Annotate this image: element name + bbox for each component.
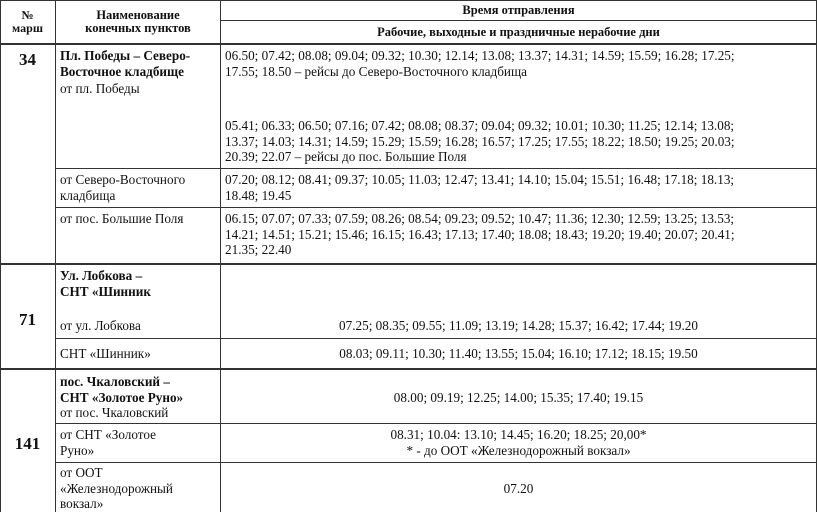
route-title: Пл. Победы – Северо- Восточное кладбище — [60, 48, 191, 79]
h-line-34-a — [55, 168, 817, 169]
departure-times: 06.15; 07.07; 07.33; 07.59; 08.26; 08.54; 09.23; 09.52; 10.47; 11.36; 12.30; 12.59; 13.25; 13.53; 14.21; 14.51; 15.21; 15.46; 16.15; 16.43; 17.13; 17.40; 18.08; 18.43; 19.20; 19.40; 20.07; 20.41; 21.35; 22.40 — [225, 211, 735, 257]
h-line-header-bottom — [0, 43, 817, 45]
header-name: Наименование конечных пунктов — [85, 8, 191, 35]
header-days: Рабочие, выходные и праздничные нерабочие дни — [377, 25, 660, 39]
footnote: * - до ООТ «Железнодорожный вокзал» — [406, 443, 631, 458]
stop-name: СНТ «Шинник» — [60, 346, 151, 361]
departure-times: 06.50; 07.42; 08.08; 09.04; 09.32; 10.30; 12.14; 13.08; 13.37; 14.31; 14.59; 15.59; 16.28; 17.25; 17.55; 18.50 – рейсы до Северо-Восточного кладбища — [225, 48, 735, 79]
departure-times: 08.31; 10.04: 13.10; 14.45; 16.20; 18.25; 20,00* — [390, 427, 647, 442]
h-line-route-71 — [0, 263, 817, 265]
header-number: № марш — [12, 8, 43, 35]
route-number: 34 — [19, 50, 36, 69]
departure-times: 08.03; 09.11; 10.30; 11.40; 13.55; 15.04; 16.10; 17.12; 18.15; 19.50 — [339, 346, 698, 361]
h-line-header-split — [221, 20, 817, 21]
route-number: 71 — [19, 310, 36, 329]
departure-times: 07.25; 08.35; 09.55; 11.09; 13.19; 14.28; 15.37; 16.42; 17.44; 19.20 — [339, 318, 698, 333]
h-line-top — [0, 0, 817, 1]
stop-name: от пос. Чкаловский — [60, 405, 169, 420]
h-line-141-b — [55, 462, 817, 463]
departure-times: 07.20; 08.12; 08.41; 09.37; 10.05; 11.03; 12.47; 13.41; 14.10; 15.04; 15.51; 16.48; 17.18; 18.13; 18.48; 19.45 — [225, 172, 735, 203]
departure-times: 07.20 — [503, 481, 534, 496]
h-line-141-a — [55, 423, 817, 424]
departure-times: 05.41; 06.33; 06.50; 07.16; 07.42; 08.08; 08.37; 09.04; 09.32; 10.01; 10.30; 11.25; 12.14; 13.08; 13.37; 14.03; 14.31; 14.59; 15.29; 15.59; 16.28; 16.57; 17.25; 17.55; 18.22; 18.50; 19.25; 20.03; 20.39; 22.07 – рейсы до пос. Большие Поля — [225, 118, 735, 164]
stop-name: от ул. Лобкова — [60, 318, 141, 333]
h-line-34-b — [55, 207, 817, 208]
h-line-71-a — [55, 338, 817, 339]
route-title: пос. Чкаловский – СНТ «Золотое Руно» — [60, 374, 184, 405]
route-title: Ул. Лобкова – СНТ «Шинник — [60, 268, 151, 299]
header-time: Время отправления — [462, 3, 575, 17]
stop-name: от ООТ «Железнодорожный вокзал» — [60, 465, 173, 511]
stop-name: от пос. Большие Поля — [60, 211, 184, 226]
departure-times: 08.00; 09.19; 12.25; 14.00; 15.35; 17.40; 19.15 — [393, 390, 644, 405]
stop-name: от СНТ «Золотое Руно» — [60, 427, 156, 458]
stop-name: от Северо-Восточного кладбища — [60, 172, 186, 203]
stop-name: от пл. Победы — [60, 81, 140, 96]
v-line-num — [55, 0, 56, 512]
route-number: 141 — [14, 434, 41, 453]
h-line-route-141 — [0, 368, 817, 370]
